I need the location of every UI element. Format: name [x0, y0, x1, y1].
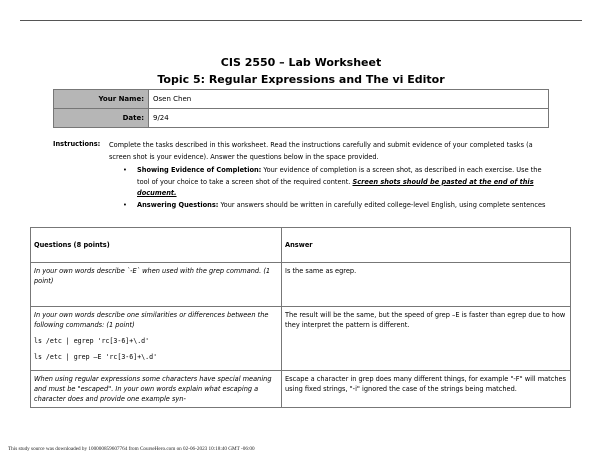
question-cell: When using regular expressions some characters have special meaning and must be "escaped". In your own words explain what escaping a character does and provide one example syn- — [31, 371, 282, 408]
download-footer: This study source was downloaded by 100000859607764 from CourseHero.com on 02-06-2023 10:18:40 GMT -06:00 — [8, 446, 255, 452]
date-value[interactable]: 9/24 — [149, 109, 549, 128]
date-row — [54, 109, 549, 128]
worksheet-title: CIS 2550 – Lab Worksheet — [220, 56, 382, 69]
bullet-answering-heading: Answering Questions: — [137, 200, 219, 209]
name-label: Your Name: — [54, 90, 149, 109]
bullet-evidence-emphasis: Screen shots should be pasted at the end of this document. — [137, 177, 534, 197]
question-cell — [31, 307, 282, 371]
bullet-icon: • — [123, 166, 127, 174]
table-row — [31, 371, 571, 408]
answer-cell[interactable]: Escape a character in grep does many different things, for example "-F" will matches using fixed strings, "-i" ignored the case of the strings being matched. — [282, 371, 571, 408]
table-row — [31, 307, 571, 371]
top-rule — [20, 20, 582, 21]
questions-table — [30, 227, 571, 408]
question-cell: In your own words describe `-E` when used with the grep command. (1 point) — [31, 263, 282, 307]
instructions-label: Instructions: — [53, 140, 101, 148]
instructions-bullets — [123, 165, 549, 211]
code-command-grep-e: ls /etc | grep –E 'rc[3-6]+\.d' — [34, 353, 158, 361]
answer-header: Answer — [282, 228, 571, 263]
instructions-text: Complete the tasks described in this worksheet. Read the instructions carefully and submit evidence of your completed tasks (a screen shot is your evidence). Answer the questions below in the space provided. — [109, 141, 533, 161]
bullet-evidence — [123, 165, 549, 200]
bullet-evidence-text: Your evidence of completion is a screen shot, as described in each exercise. Use the tool of your choice to take a screen shot of the required content. — [137, 166, 542, 186]
answer-cell[interactable]: The result will be the same, but the speed of grep –E is faster than egrep due to how they interpret the pattern is different. — [282, 307, 571, 371]
bullet-icon: • — [123, 200, 127, 209]
worksheet-subtitle: Topic 5: Regular Expressions and The vi Editor — [157, 73, 445, 86]
code-command-egrep: ls /etc | egrep 'rc[3-6]+\.d' — [34, 337, 150, 345]
bullet-answering — [123, 200, 549, 212]
questions-header-row — [31, 228, 571, 263]
question-text: In your own words describe one similarities or differences between the following commands: (1 point) — [34, 311, 269, 329]
name-row — [54, 90, 549, 109]
student-info-table — [53, 89, 549, 128]
bullet-evidence-heading: Showing Evidence of Completion: — [137, 166, 262, 174]
answer-cell[interactable]: Is the same as egrep. — [282, 263, 571, 307]
table-row — [31, 263, 571, 307]
bullet-answering-text: Your answers should be written in carefully edited college-level English, using complete sentences — [218, 200, 546, 209]
questions-header: Questions (8 points) — [31, 228, 282, 263]
date-label: Date: — [54, 109, 149, 128]
name-value[interactable]: Osen Chen — [149, 90, 549, 109]
